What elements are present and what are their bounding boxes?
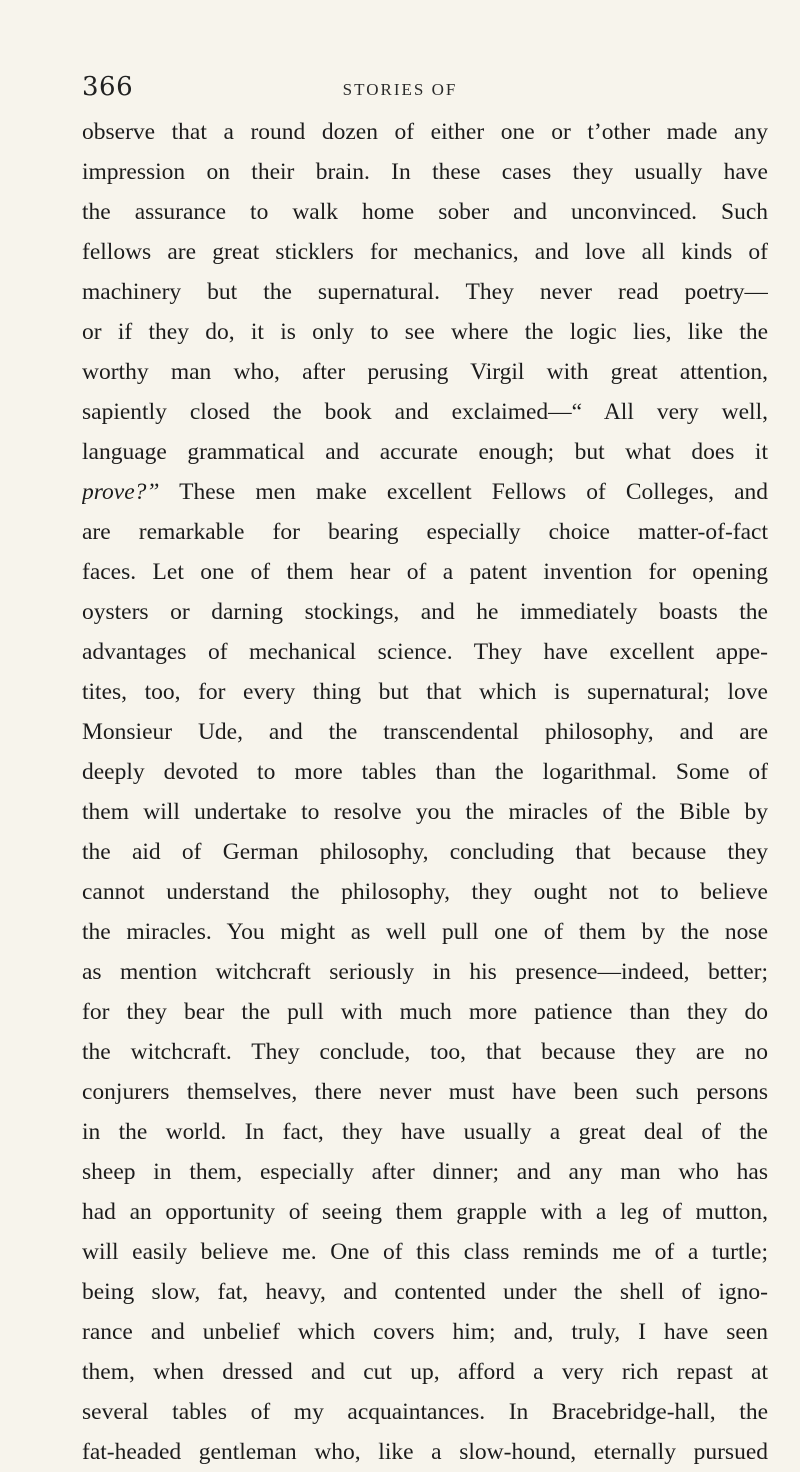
text-line: them, when dressed and cut up, afford a very rich repast at — [82, 1359, 768, 1385]
text-line: sheep in them, especially after dinner; and any man who has — [82, 1159, 768, 1185]
text-line: advantages of mechanical science. They have excellent appe- — [82, 639, 768, 665]
text-line: fat-headed gentleman who, like a slow-hound, eternally pursued — [82, 1439, 768, 1465]
page-header — [82, 72, 718, 102]
text-line: Monsieur Ude, and the transcendental philosophy, and are — [82, 719, 768, 745]
text-line: will easily believe me. One of this class reminds me of a turtle; — [82, 1239, 768, 1265]
text-line: rance and unbelief which covers him; and, truly, I have seen — [82, 1319, 768, 1345]
text-line: impression on their brain. In these cases they usually have — [82, 159, 768, 185]
text-line: the assurance to walk home sober and unconvinced. Such — [82, 199, 768, 225]
text-line: fellows are great sticklers for mechanics, and love all kinds of — [82, 239, 768, 265]
text-line: prove?” These men make excellent Fellows of Colleges, and — [82, 479, 768, 505]
text-line: as mention witchcraft seriously in his presence—indeed, better; — [82, 959, 768, 985]
text-line: the miracles. You might as well pull one of them by the nose — [82, 919, 768, 945]
italic-text: prove?” — [82, 479, 160, 505]
text-line: oysters or darning stockings, and he immediately boasts the — [82, 599, 768, 625]
text-line: conjurers themselves, there never must have been such persons — [82, 1079, 768, 1105]
page-number: 366 — [82, 72, 134, 102]
text-line: in the world. In fact, they have usually a great deal of the — [82, 1119, 768, 1145]
text-line: being slow, fat, heavy, and contented under the shell of igno- — [82, 1279, 768, 1305]
text-line: or if they do, it is only to see where the logic lies, like the — [82, 319, 768, 345]
text-line: are remarkable for bearing especially choice matter-of-fact — [82, 519, 768, 545]
text-line: the aid of German philosophy, concluding that because they — [82, 839, 768, 865]
text-line: language grammatical and accurate enough; but what does it — [82, 439, 768, 465]
text-line: deeply devoted to more tables than the logarithmal. Some of — [82, 759, 768, 785]
running-head: STORIES OF — [342, 80, 458, 99]
text-line: observe that a round dozen of either one or t’other made any — [82, 119, 768, 145]
text-line: for they bear the pull with much more patience than they do — [82, 999, 768, 1025]
text-line: sapiently closed the book and exclaimed—“ All very well, — [82, 399, 768, 425]
text-line: them will undertake to resolve you the miracles of the Bible by — [82, 799, 768, 825]
text-line: cannot understand the philosophy, they ought not to believe — [82, 879, 768, 905]
text-line: machinery but the supernatural. They never read poetry— — [82, 279, 768, 305]
text-line: faces. Let one of them hear of a patent invention for opening — [82, 559, 768, 585]
text-line: worthy man who, after perusing Virgil with great attention, — [82, 359, 768, 385]
body-text — [82, 112, 768, 1472]
text-line: the witchcraft. They conclude, too, that because they are no — [82, 1039, 768, 1065]
text-line: tites, too, for every thing but that which is supernatural; love — [82, 679, 768, 705]
text-line: had an opportunity of seeing them grapple with a leg of mutton, — [82, 1199, 768, 1225]
text-line: several tables of my acquaintances. In Bracebridge-hall, the — [82, 1399, 768, 1425]
